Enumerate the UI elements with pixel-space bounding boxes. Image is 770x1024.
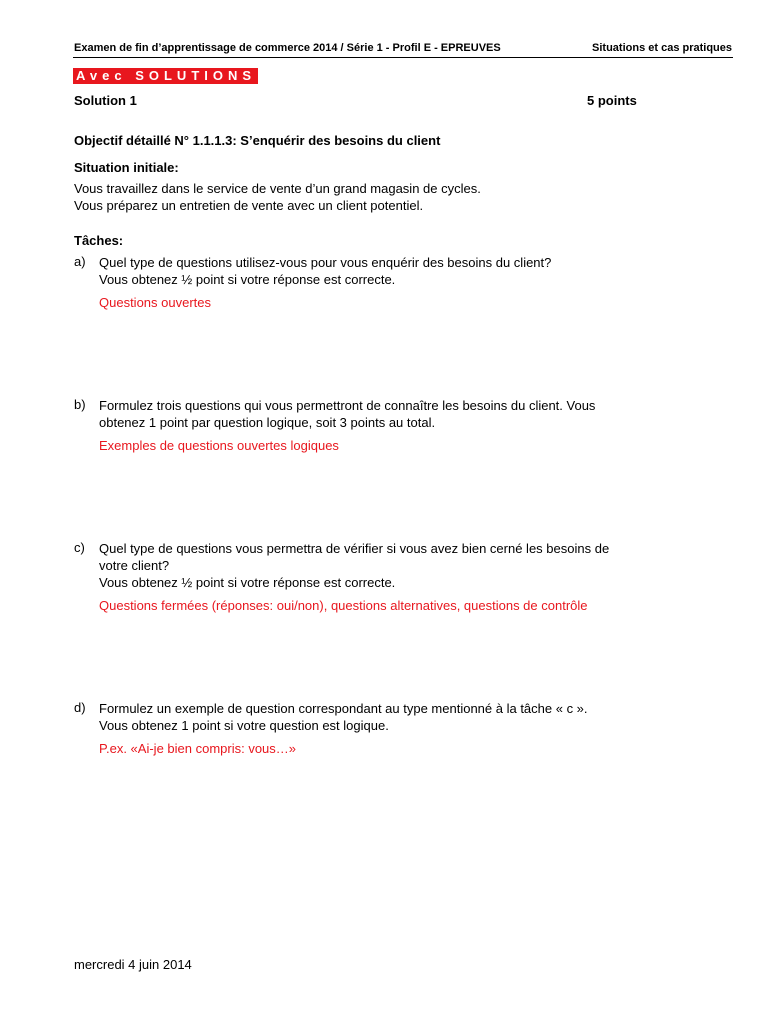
task-line: Vous obtenez ½ point si votre réponse est correcte. <box>99 575 396 590</box>
tasks-title: Tâches: <box>74 233 124 248</box>
answer-c: Questions fermées (réponses: oui/non), questions alternatives, questions de contrôle <box>99 598 588 613</box>
solution-title: Solution 1 <box>74 93 137 108</box>
situation-line: Vous préparez un entretien de vente avec un client potentiel. <box>74 198 424 213</box>
answer-a: Questions ouvertes <box>99 295 212 310</box>
solutions-banner: Avec SOLUTIONS <box>73 68 258 84</box>
task-letter-c: c) <box>74 540 85 555</box>
task-letter-a: a) <box>74 254 86 269</box>
answer-b: Exemples de questions ouvertes logiques <box>99 438 339 453</box>
task-line: Quel type de questions utilisez-vous pour vous enquérir des besoins du client? <box>99 255 552 270</box>
task-text-a <box>99 254 551 288</box>
header-divider <box>73 57 733 58</box>
task-line: votre client? <box>99 558 170 573</box>
answer-d: P.ex. «Ai-je bien compris: vous…» <box>99 741 297 756</box>
header-section-title: Situations et cas pratiques <box>592 42 732 54</box>
solution-points: 5 points <box>587 93 637 108</box>
task-line: Quel type de questions vous permettra de vérifier si vous avez bien cerné les besoins de <box>99 541 610 556</box>
task-letter-b: b) <box>74 397 86 412</box>
header-exam-title: Examen de fin d’apprentissage de commerce 2014 / Série 1 - Profil E - EPREUVES <box>74 42 501 54</box>
task-line: Formulez un exemple de question correspondant au type mentionné à la tâche « c ». <box>99 701 588 716</box>
task-text-d <box>99 700 588 734</box>
objective-heading: Objectif détaillé N° 1.1.1.3: S’enquérir des besoins du client <box>74 133 441 148</box>
task-letter-d: d) <box>74 700 86 715</box>
task-text-b <box>99 397 595 431</box>
situation-title: Situation initiale: <box>74 160 179 175</box>
task-line: Vous obtenez ½ point si votre réponse est correcte. <box>99 272 396 287</box>
footer-date: mercredi 4 juin 2014 <box>74 957 192 972</box>
task-line: Vous obtenez 1 point si votre question est logique. <box>99 718 389 733</box>
task-line: Formulez trois questions qui vous permettront de connaître les besoins du client. Vous <box>99 398 596 413</box>
task-text-c <box>99 540 609 591</box>
situation-line: Vous travaillez dans le service de vente d’un grand magasin de cycles. <box>74 181 481 196</box>
task-line: obtenez 1 point par question logique, soit 3 points au total. <box>99 415 436 430</box>
